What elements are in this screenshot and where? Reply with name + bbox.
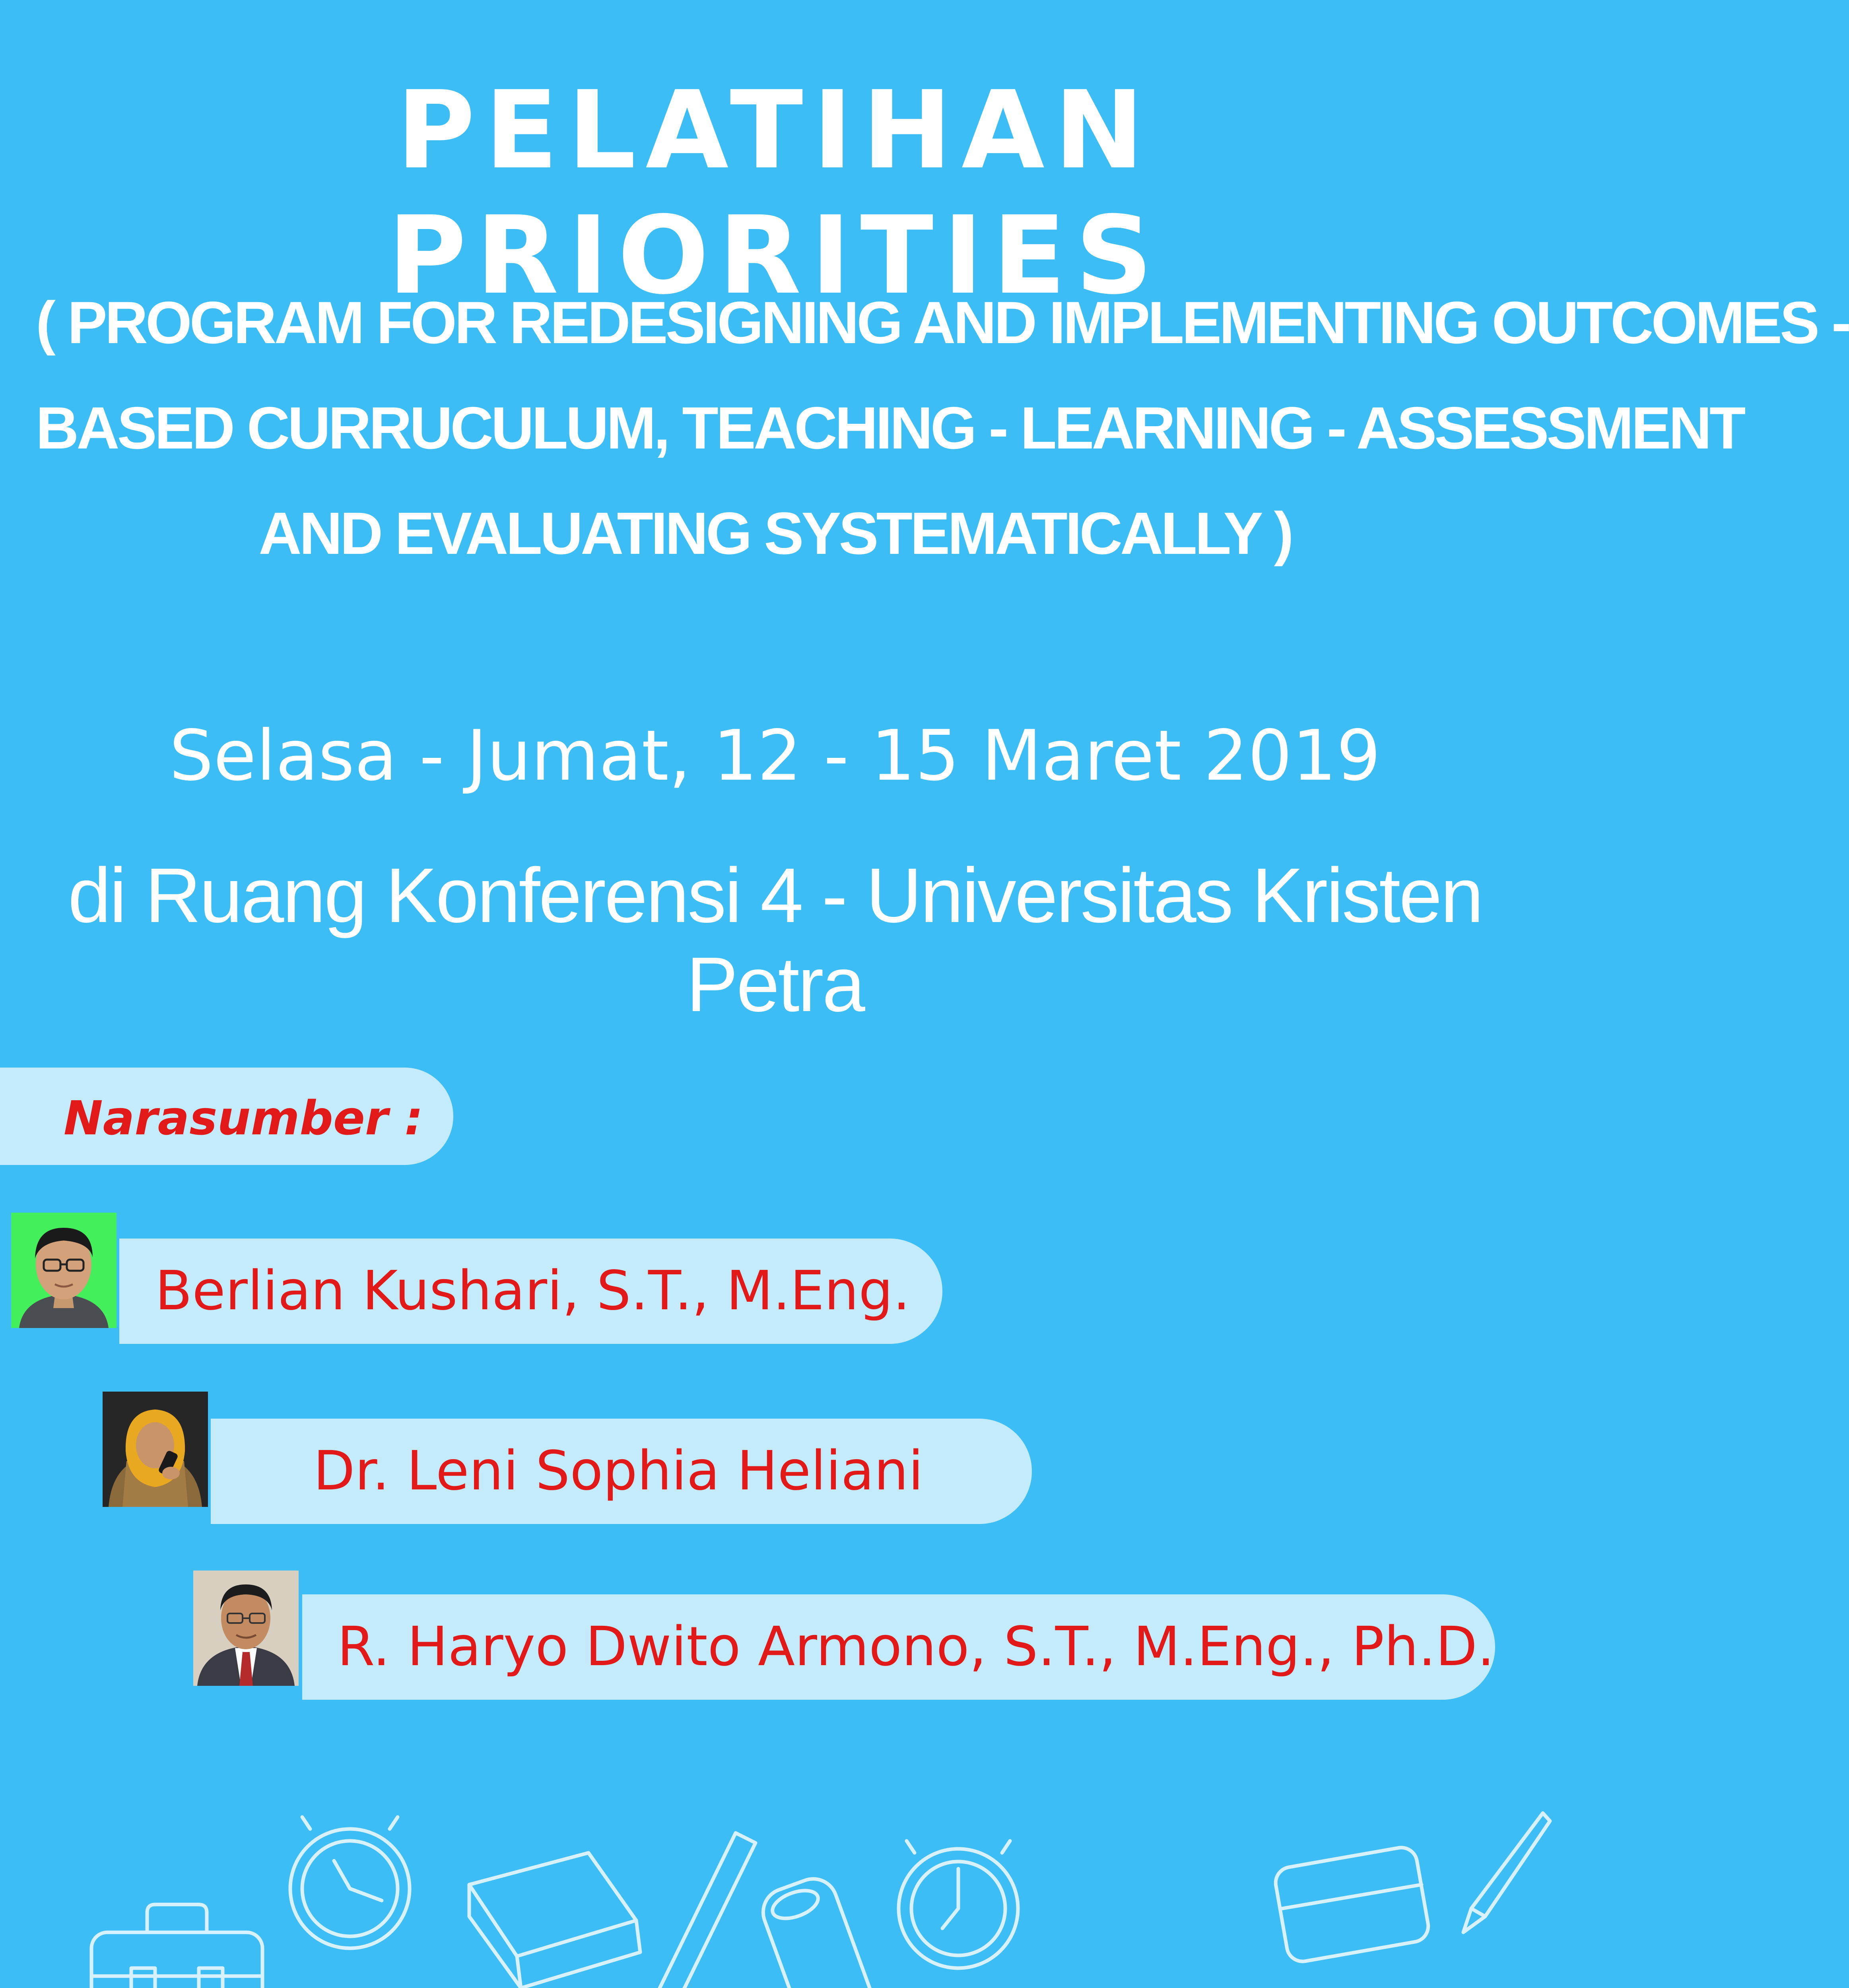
speaker-pill-2 bbox=[211, 1419, 1032, 1524]
subtitle-line-1: ( PROGRAM FOR REDESIGNING AND IMPLEMENTING OUTCOMES - bbox=[36, 289, 1849, 356]
speaker-pill-3 bbox=[302, 1594, 1495, 1700]
poster-title: PELATIHAN PRIORITIES bbox=[388, 68, 1162, 318]
speaker-name-3: R. Haryo Dwito Armono, S.T., M.Eng., Ph.D. bbox=[337, 1615, 1495, 1678]
speaker-pill-1 bbox=[119, 1239, 942, 1344]
clock-icon bbox=[899, 1841, 1018, 1968]
briefcase-icon bbox=[91, 1905, 262, 1988]
pencil-icon bbox=[640, 1833, 756, 1988]
clock-icon bbox=[290, 1817, 410, 1948]
event-venue: di Ruang Konferensi 4 - Universitas Kristen Petra bbox=[68, 852, 1482, 1028]
speaker-name-2: Dr. Leni Sophia Heliani bbox=[313, 1440, 924, 1503]
pencil-icon bbox=[1463, 1813, 1550, 1932]
subtitle-line-3: AND EVALUATING SYSTEMATICALLY ) bbox=[258, 500, 1292, 567]
speaker-name-1: Berlian Kushari, S.T., M.Eng. bbox=[155, 1260, 910, 1322]
subtitle-line-2: BASED CURRUCULUM, TEACHING - LEARNING - ASSESSMENT bbox=[36, 394, 1744, 461]
speaker-photo-3 bbox=[193, 1571, 299, 1686]
school-doodles-decoration bbox=[0, 1789, 1550, 1988]
book-icon bbox=[469, 1853, 640, 1988]
event-date: Selasa - Jumat, 12 - 15 Maret 2019 bbox=[169, 716, 1381, 796]
briefcase-icon bbox=[1273, 1845, 1431, 1964]
speakers-label: Narasumber : bbox=[64, 1091, 423, 1145]
scroll-icon bbox=[756, 1872, 878, 1988]
speaker-photo-2 bbox=[103, 1392, 208, 1507]
speakers-label-pill bbox=[0, 1068, 453, 1165]
speaker-photo-1 bbox=[11, 1213, 117, 1328]
